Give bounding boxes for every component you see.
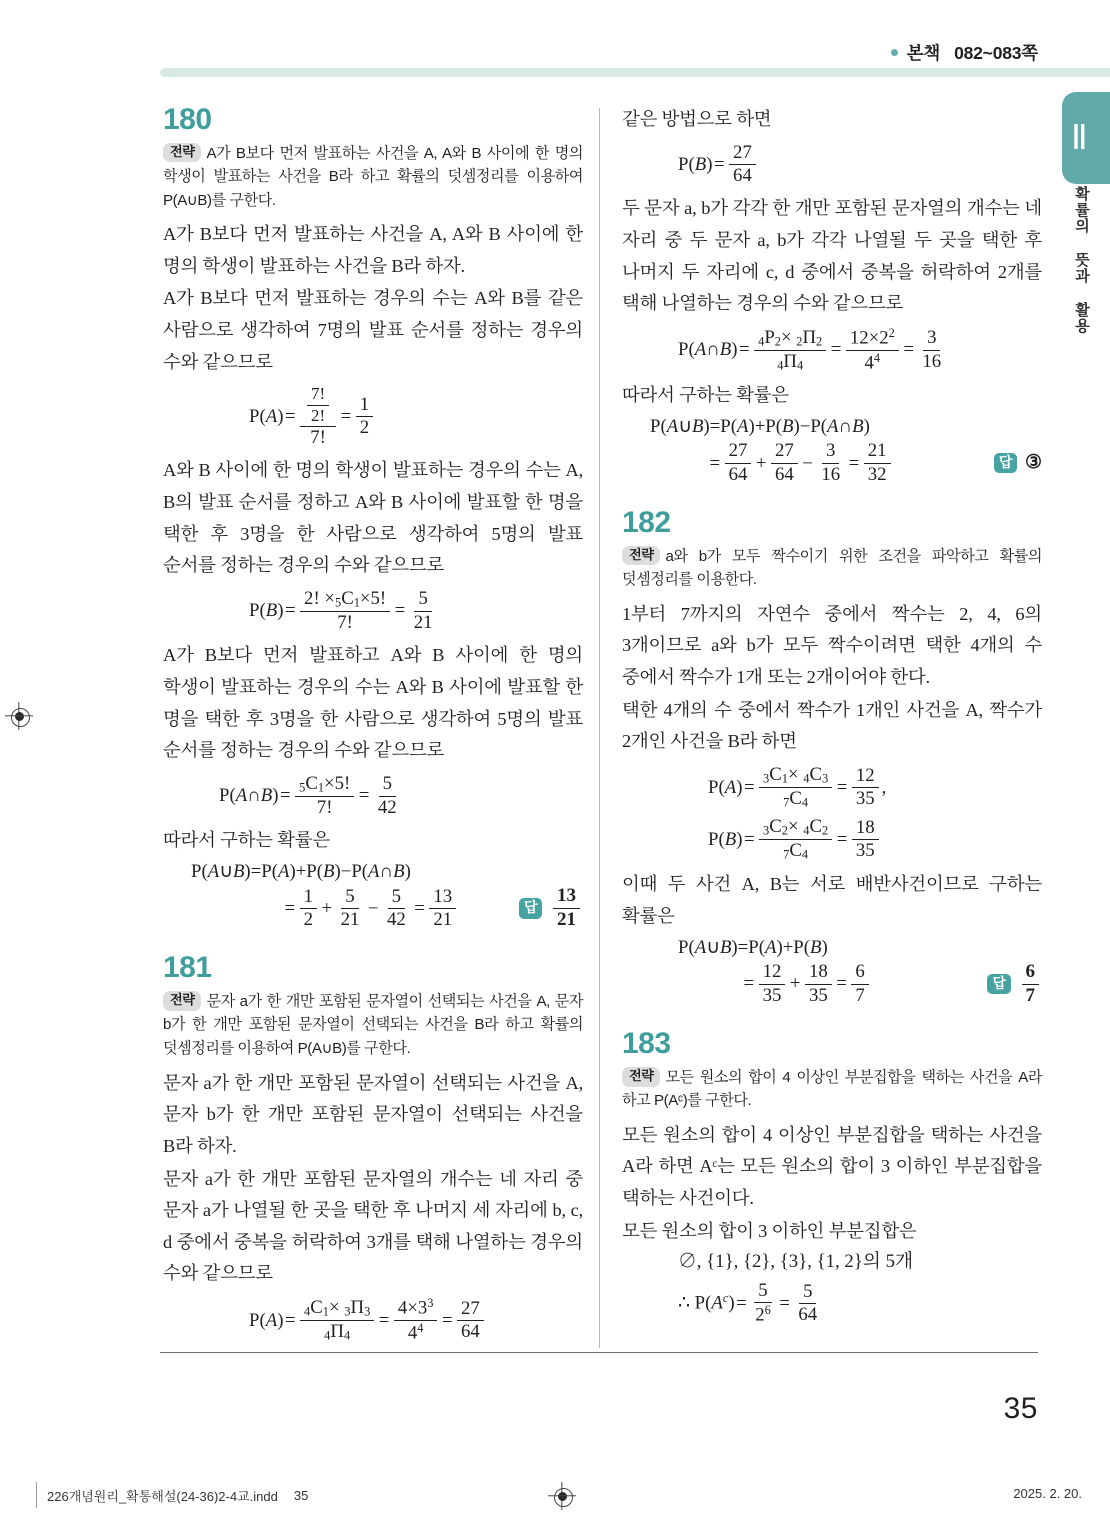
formula-p181-result: = $\frac{27}{64}$ + $\frac{27}{64}$ − $\frac{3}{16}$ = $\frac{21}{32}$ 답 ③ [709,440,1042,485]
solution-line: 같은 방법으로 하면 [622,109,772,129]
column-divider [599,108,600,1348]
problem-number: 183 [622,1027,671,1061]
solution-line: 따라서 구하는 확률은 [163,830,330,851]
problem-number: 180 [163,103,212,136]
strategy-badge: 전략 [163,991,201,1011]
solution-line: 두 문자 a, b가 각각 한 개만 포함된 문자열의 개수는 네 자리 중 두 문자 a, b가 각각 나열될 두 곳을 택한 후 나머지 두 자리에 c, d 중에서 중복을 허락하여 2개를 택해 나열하는 경우의 수와 같으므로 [622,198,1042,314]
chapter-tab-label: 확률의 뜻과 활용 [1073,186,1090,334]
formula-p181-pb: P(B) = $\frac{27}{64}$ [622,143,1042,187]
formula-p180-pb: P(B) = $\frac{2! \times_5C_1\times 5!}{7!}$ = $\frac{5}{21}$ [249,587,433,633]
solution-line: 모든 원소의 합이 4 이상인 부분집합을 택하는 사건을 A라 하면 Aᶜ는 모든 원소의 합이 3 이하인 부분집합을 택하는 사건이다. [622,1124,1042,1209]
problem-183 [622,1028,1042,1326]
strategy-block [163,142,583,213]
answer-block [965,962,1042,1006]
answer-badge: 답 [994,453,1017,473]
strategy-badge: 전략 [622,546,660,566]
header-reference [891,40,1038,65]
formula-p182-result: = $\frac{12}{35}$ + $\frac{18}{35}$ = $\frac{6}{7}$ 답 $\frac{6}{7}$ [622,962,1042,1006]
footer-tick-mark [36,1482,37,1508]
solution-line: 따라서 구하는 확률은 [622,385,789,406]
header-reference-pages: 082~083쪽 [954,43,1038,63]
left-column [163,104,583,1351]
strategy-block [622,1066,1042,1113]
answer-value: ③ [1024,452,1042,474]
header-accent-bar [160,68,1110,77]
strategy-text: A가 B보다 먼저 발표하는 사건을 A, A와 B 사이에 한 명의 학생이 발표하는 사건을 B라 하고 확률의 덧셈정리를 이용하여 P(A∪B)를 구한다. [163,144,583,209]
registration-mark-left [5,702,33,730]
footer-date: 2025. 2. 20. [1013,1486,1082,1501]
solution-line: A가 B보다 먼저 발표하는 사건을 A, A와 B 사이에 한 명의 학생이 발표하는 사건을 B라 하자. [163,224,583,276]
subset-list: ∅, {1}, {2}, {3}, {1, 2}의 5개 [678,1251,914,1273]
solution-line: 문자 a가 한 개만 포함된 문자열이 선택되는 사건을 A, 문자 b가 한 개만 포함된 문자열이 선택되는 사건을 B라 하자. [163,1072,583,1156]
footer-file-name: 226개념원리_확통해설(24-36)2-4교.indd [47,1489,278,1504]
bullet-dot-icon [891,49,898,56]
solution-line: 1부터 7까지의 자연수 중에서 짝수는 2, 4, 6의 3개이므로 a와 b가 모두 짝수이려면 택한 4개의 수 중에서 짝수가 1개 또는 2개이어야 한다. [622,603,1042,687]
problem-181 [163,952,583,1343]
formula-p181-union: P(A∪B)=P(A)+P(B)−P(A∩B) [650,416,870,437]
header-reference-label: 본책 [906,43,941,63]
problem-number: 182 [622,506,671,540]
solution-line: 문자 a가 한 개만 포함된 문자열의 개수는 네 자리 중 문자 a가 나열될 한 곳을 택한 후 나머지 세 자리에 b, c, d 중에서 중복을 허락하여 3개를 택해 나열하는 경우의 수와 같으므로 [163,1168,583,1284]
strategy-text: 모든 원소의 합이 4 이상인 부분집합을 택하는 사건을 A라 하고 P(Aᶜ)를 구한다. [622,1068,1042,1110]
problem-number: 181 [163,951,212,985]
formula-p180-pa: P(A) = $\frac{\frac{7!}{2!}}{7!}$ = $\frac{1}{2}$ [163,385,583,448]
problem-180 [163,104,583,930]
formula-p180-union: P(A∪B)=P(A)+P(B)−P(A∩B) [191,860,411,882]
formula-p183-final: ∴ $P(A^c)$ = $\frac{5}{2^6}$ = $\frac{5}{64}$ [678,1279,818,1326]
answer-block [972,451,1042,475]
answer-value: $\frac{13}{21}$ [550,886,583,930]
formula-p182-pb: P(B) = $\frac{_3C_2\times _4C_2}{_7C_4}$ = $\frac{18}{35}$ [622,817,1042,862]
formula-p182-union: P(A∪B)=P(A)+P(B) [678,936,828,958]
solution-line: A와 B 사이에 한 명의 학생이 발표하는 경우의 수는 A, B의 발표 순서를 정하고 A와 B 사이에 발표할 한 명을 택한 후 3명을 한 사람으로 생각하여 5명의 발표 순서를 정하는 경우의 수와 같으므로 [163,460,583,576]
footer-file-page: 35 [293,1488,309,1503]
page-number: 35 [1003,1392,1038,1425]
problem-182 [622,507,1042,1006]
strategy-block [622,545,1042,592]
registration-dot-icon [15,712,24,721]
answer-value: $\frac{6}{7}$ [1019,962,1043,1006]
chapter-tab-numeral: Ⅱ [1062,92,1110,184]
strategy-block [163,990,583,1061]
footer-left [47,1486,308,1505]
strategy-text: a와 b가 모두 짝수이기 위한 조건을 파악하고 확률의 덧셈정리를 이용한다. [622,547,1042,589]
problem-181-continued [622,104,1042,485]
answer-badge: 답 [987,974,1010,994]
formula-p181-pa: P(A) = $\frac{_4C_1\times _3\Pi_3}{_4\Pi_4}$ = $\frac{4\times 3^3}{4^4}$ = $\frac{27}{64}$ [163,1297,583,1343]
right-column [622,104,1042,1333]
formula-p182-pa: P(A) = $\frac{_3C_1\times _4C_3}{_7C_4}$ = $\frac{12}{35}$ , [708,763,887,810]
bottom-rule [160,1352,1038,1353]
answer-badge: 답 [519,898,542,918]
formula-p180-pab: P(A∩B) = $\frac{_5C_1\times 5!}{7!}$ = $\frac{5}{42}$ [219,772,397,818]
solution-line: 이때 두 사건 A, B는 서로 배반사건이므로 구하는 확률은 [622,874,1042,927]
solution-line: A가 B보다 먼저 발표하는 경우의 수는 A와 B를 같은 사람으로 생각하여 7명의 발표 순서를 정하는 경우의 수와 같으므로 [163,288,583,372]
formula-p181-pab: P(A∩B) = $\frac{_4P_2\times _2\Pi_2}{_4\Pi_4}$ = $\frac{12\times 2^2}{4^4}$ = $\frac{3}{16}$ [678,325,942,374]
solution-line: 택한 4개의 수 중에서 짝수가 1개인 사건을 A, 짝수가 2개인 사건을 B라 하면 [622,699,1042,752]
strategy-badge: 전략 [163,143,201,163]
solution-line: 모든 원소의 합이 3 이하인 부분집합은 [622,1220,917,1241]
formula-p180-result: = $\frac{1}{2}$ + $\frac{5}{21}$ − $\frac{5}{42}$ = $\frac{13}{21}$ 답 $\frac{13}{21}$ [163,886,583,930]
strategy-badge: 전략 [622,1067,660,1087]
solution-line: A가 B보다 먼저 발표하고 A와 B 사이에 한 명의 학생이 발표하는 경우의 수는 A와 B 사이에 발표할 한 명을 택한 후 3명을 한 사람으로 생각하여 5명의 발표 순서를 정하는 경우의 수와 같으므로 [163,645,583,761]
answer-block [497,886,583,930]
strategy-text: 문자 a가 한 개만 포함된 문자열이 선택되는 사건을 A, 문자 b가 한 개만 포함된 문자열이 선택되는 사건을 B라 하고 확률의 덧셈정리를 이용하여 P(A∪B)를 구한다. [163,992,583,1057]
print-footer [0,1482,1110,1512]
